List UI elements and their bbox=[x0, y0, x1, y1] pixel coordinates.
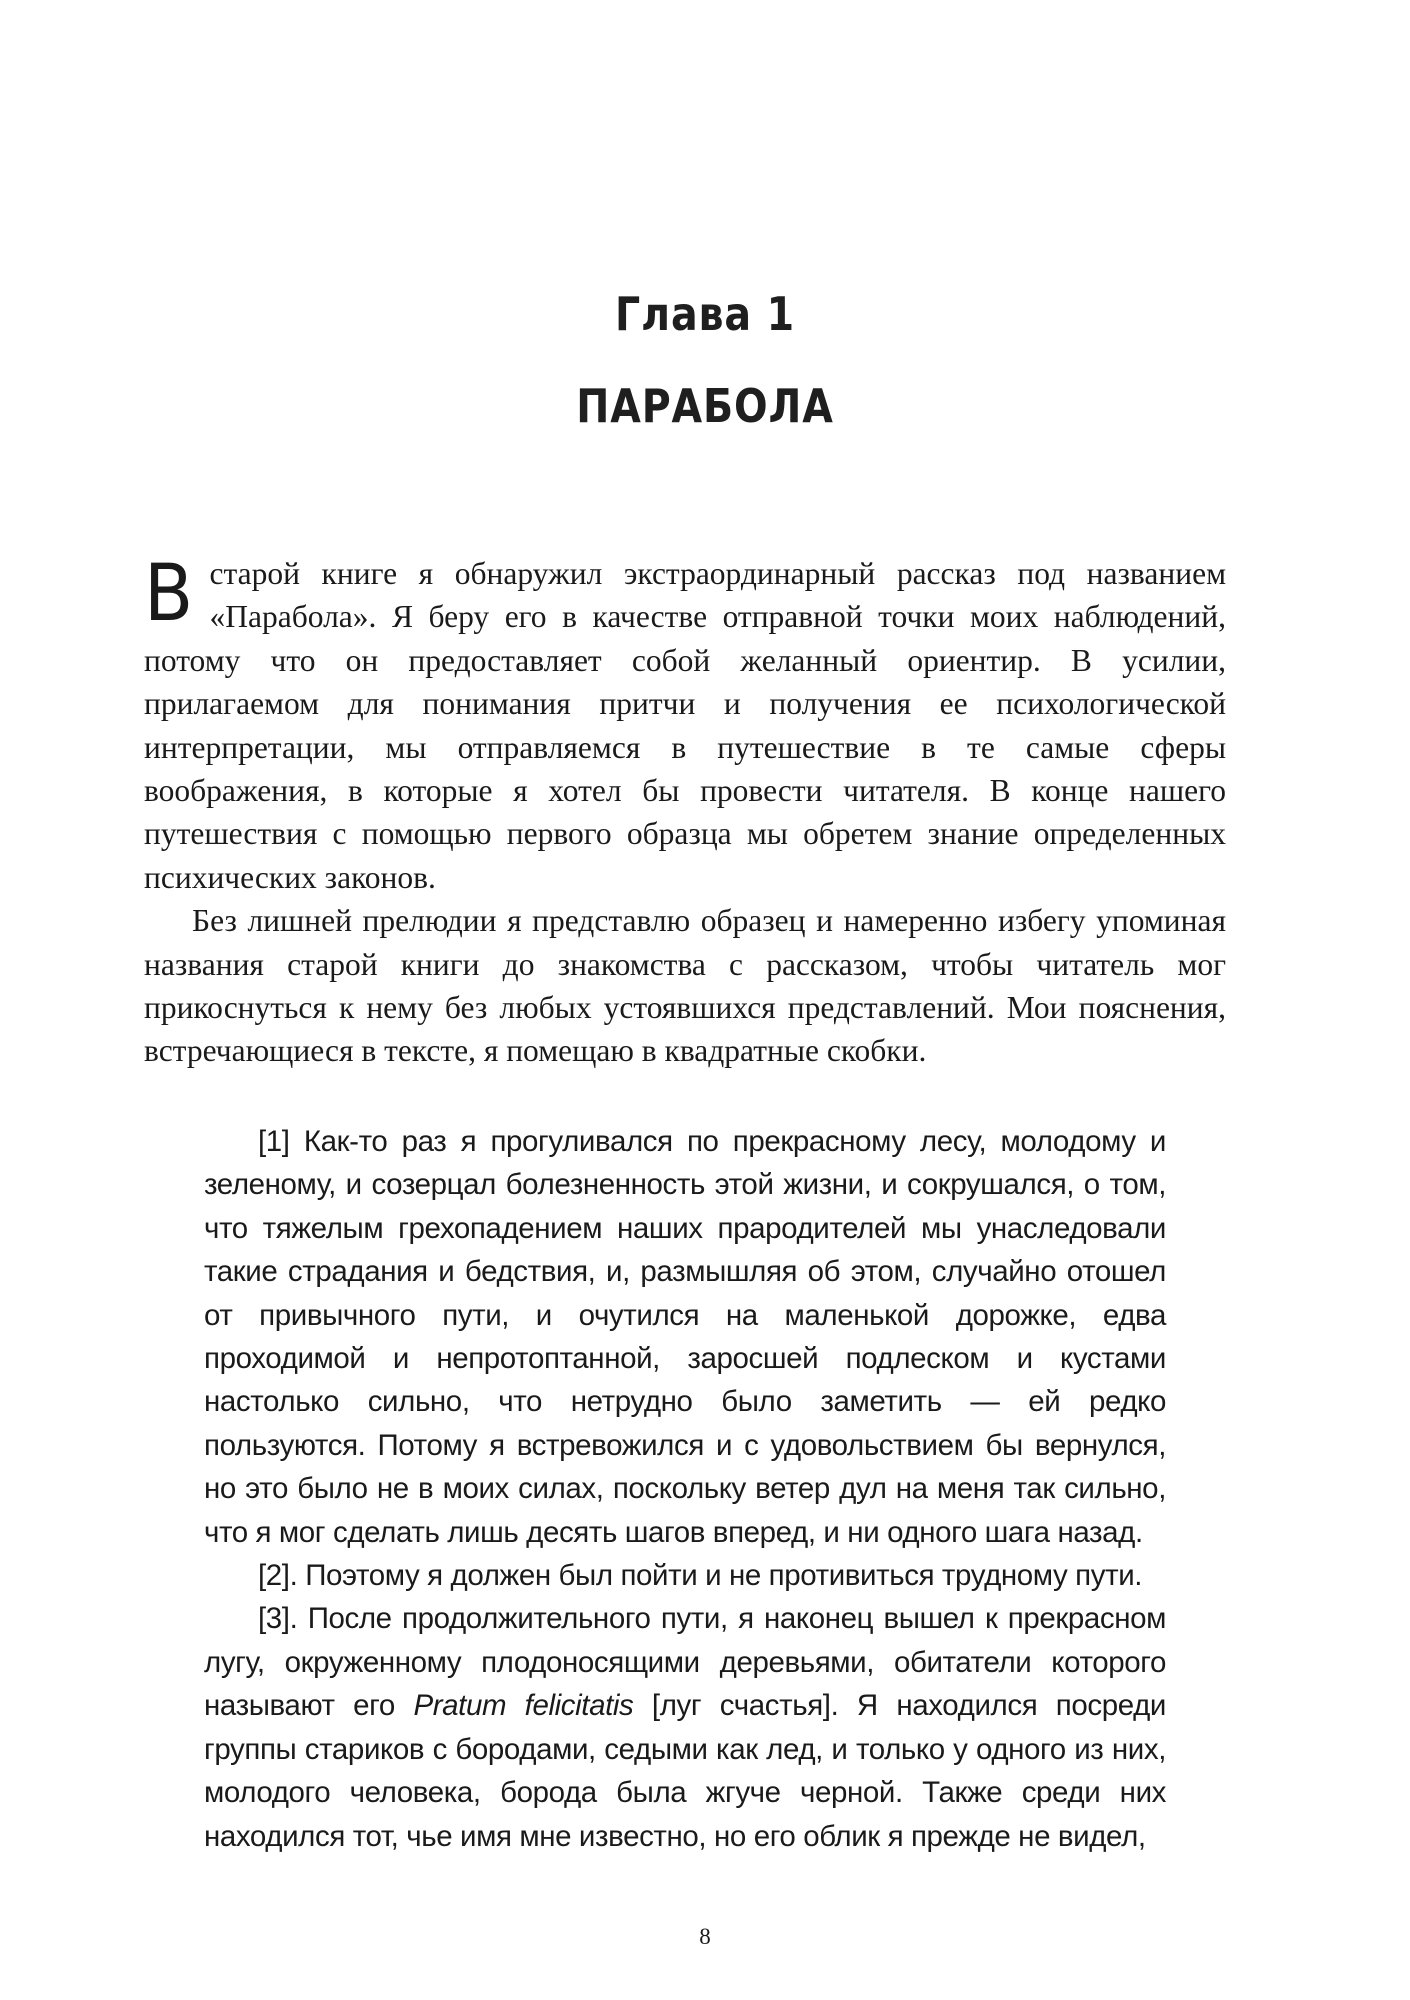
page-number: 8 bbox=[699, 1924, 711, 1949]
intro-paragraph-2: Без лишней прелюдии я представлю образец и намеренно избегу упоминая названия старой книги до знакомства с рассказом, чтобы читатель мог прикоснуться к нему без любых устоявшихся представлений. Мои пояснения, встречающиеся в тексте, я помещаю в квадратные скобки. bbox=[144, 903, 1226, 1069]
quote-paragraph-3-start: [3]. После продолжительного пути, я наконец вышел к прекрасном лугу, окруженному плодоносящими деревьями, обитатели которого называют его bbox=[204, 1602, 1166, 1723]
intro-paragraph-1-text: старой книге я обнаружил экстраординарный рассказ под названием «Парабола». Я беру его в качестве отправной точки моих наблюдений, потому что он предоставляет собой желанный ориентир. В усилии, прилагаемом для понимания притчи и получения ее психологической интерпретации, мы отправляемся в путешествие в те самые сферы воображения, в которые я хотел бы провести читателя. В конце нашего путешествия с помощью первого образца мы обретем знание определенных психических законов. bbox=[144, 556, 1226, 895]
quote-paragraph-3-end: [луг счастья]. Я находился посреди группы стариков с бородами, седыми как лед, и только у одного из них, молодого человека, борода была жгуче черной. Также среди них находился тот, чье имя мне известно, но его облик я прежде не видел, bbox=[204, 1689, 1166, 1853]
parable-quote bbox=[204, 1120, 1166, 1858]
drop-cap: В bbox=[144, 549, 194, 639]
quote-paragraph-1: [1] Как-то раз я прогуливался по прекрасному лесу, молодому и зеленому, и созерцал болезненность этой жизни, и сокрушался, о том, что тяжелым грехопадением наших прародителей мы унаследовали такие страдания и бедствия, и, размышляя об этом, случайно отошел от привычного пути, и очутился на маленькой дорожке, едва проходимой и непротоптанной, заросшей подлеском и кустами настолько сильно, что нетрудно было заметить — ей редко пользуются. Потому я встревожился и с удовольствием бы вернулся, но это было не в моих силах, поскольку ветер дул на меня так сильно, что я мог сделать лишь десять шагов вперед, и ни одного шага назад. bbox=[204, 1125, 1166, 1549]
quote-paragraph-3 bbox=[204, 1597, 1166, 1857]
quote-paragraph-2: [2]. Поэтому я должен был пойти и не противиться трудному пути. bbox=[258, 1559, 1143, 1593]
intro-paragraph-1 bbox=[144, 549, 1226, 899]
chapter-number: Глава 1 bbox=[615, 287, 795, 341]
latin-term: Pratum felicitatis bbox=[413, 1689, 634, 1723]
chapter-heading bbox=[0, 268, 1410, 452]
intro-text bbox=[144, 549, 1226, 1073]
chapter-title: ПАРАБОЛА bbox=[576, 379, 834, 433]
